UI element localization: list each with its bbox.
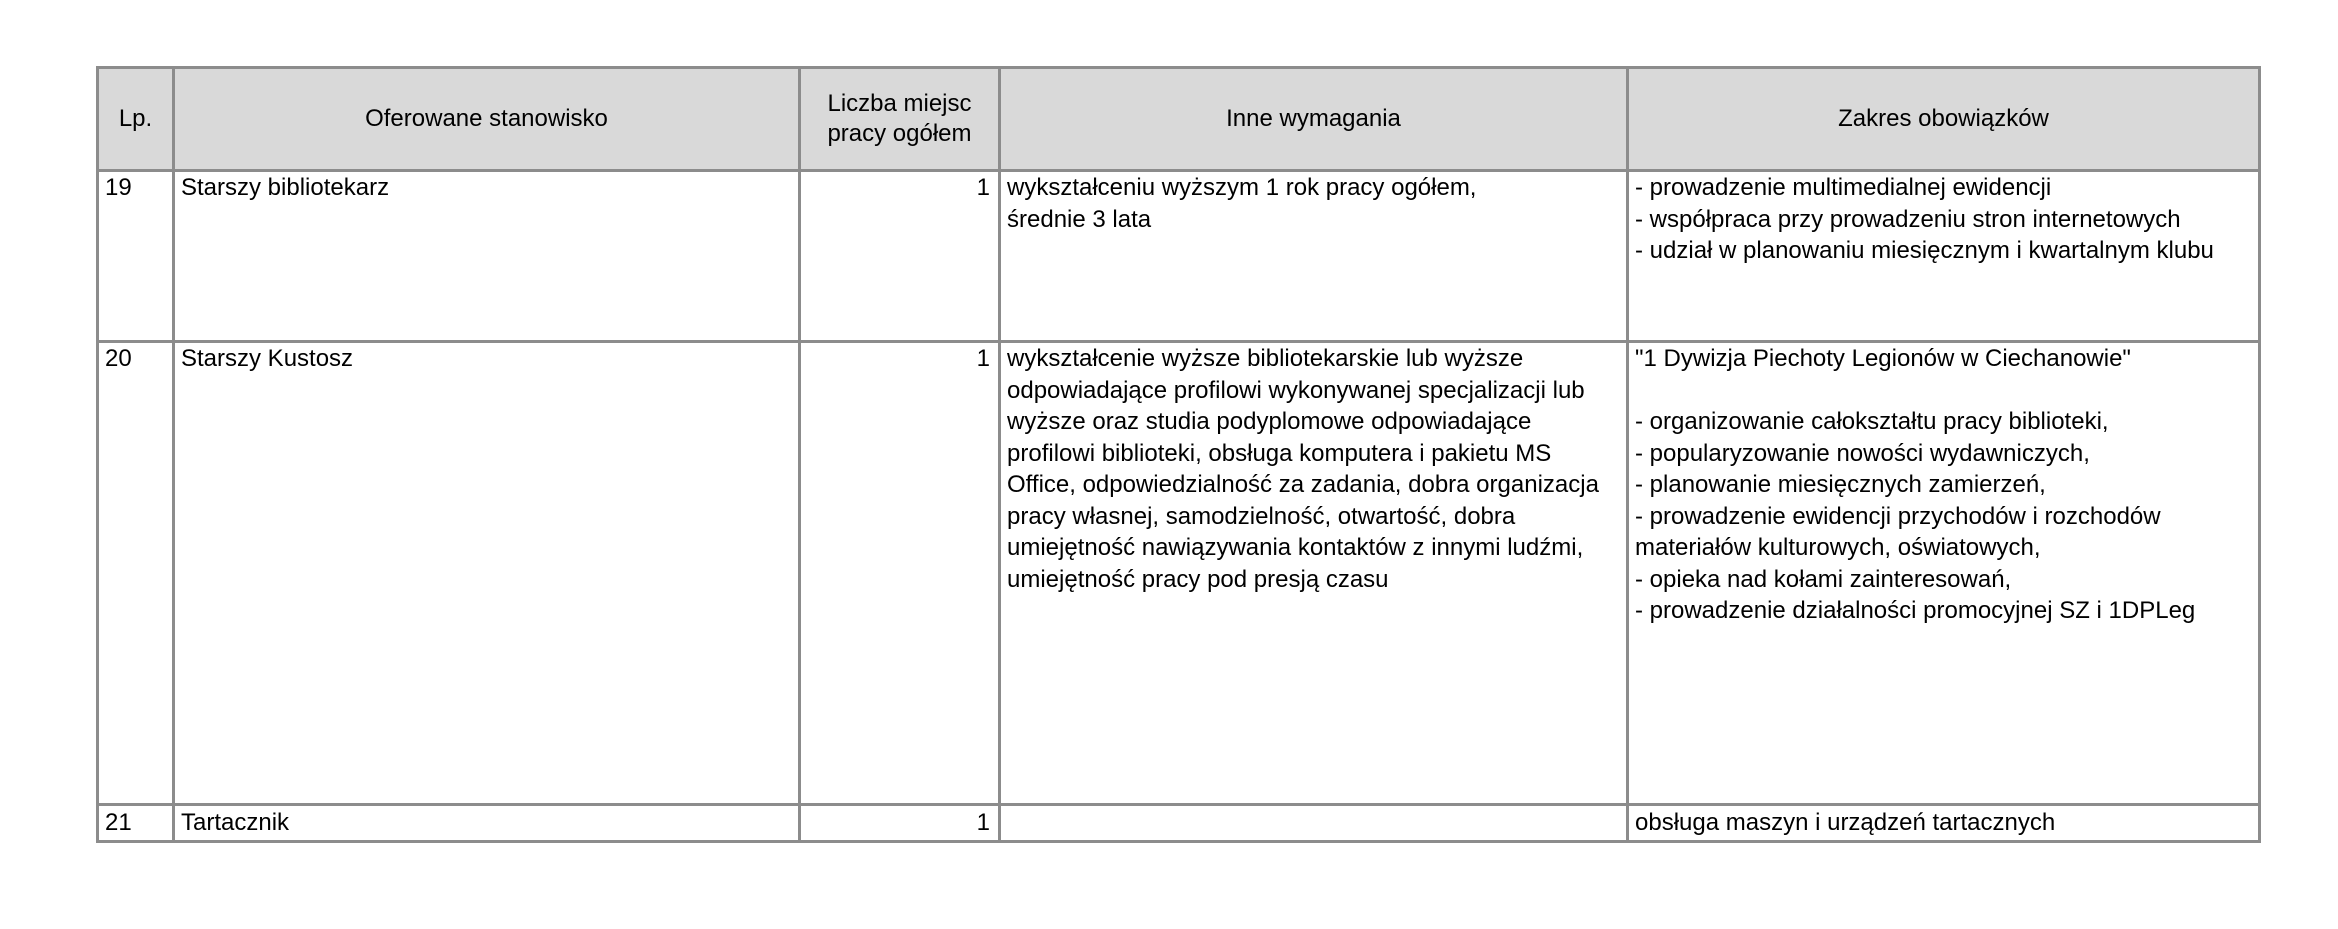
job-offers-table	[96, 66, 2261, 843]
cell-requirements	[1000, 805, 1628, 842]
cell-lp: 21	[98, 805, 174, 842]
header-count: Liczba miejsc pracy ogółem	[800, 68, 1000, 171]
cell-position: Starszy Kustosz	[174, 342, 800, 805]
table-row	[98, 805, 2260, 842]
cell-duties: "1 Dywizja Piechoty Legionów w Ciechanowie" - organizowanie całokształtu pracy biblioteki, - popularyzowanie nowości wydawniczych, - planowanie miesięcznych zamierzeń, - prowadzenie ewidencji przychodów i rozchodów materiałów kulturowych, oświatowych, - opieka nad kołami zainteresowań, - prowadzenie działalności promocyjnej SZ i 1DPLeg	[1628, 342, 2260, 805]
header-position: Oferowane stanowisko	[174, 68, 800, 171]
table-row	[98, 171, 2260, 342]
cell-requirements: wykształceniu wyższym 1 rok pracy ogółem, średnie 3 lata	[1000, 171, 1628, 342]
cell-duties: - prowadzenie multimedialnej ewidencji - współpraca przy prowadzeniu stron internetowych - udział w planowaniu miesięcznym i kwartalnym klubu	[1628, 171, 2260, 342]
cell-lp: 20	[98, 342, 174, 805]
header-duties: Zakres obowiązków	[1628, 68, 2260, 171]
cell-duties: obsługa maszyn i urządzeń tartacznych	[1628, 805, 2260, 842]
cell-position: Starszy bibliotekarz	[174, 171, 800, 342]
cell-requirements: wykształcenie wyższe bibliotekarskie lub wyższe odpowiadające profilowi wykonywanej specjalizacji lub wyższe oraz studia podyplomowe odpowiadające profilowi biblioteki, obsługa komputera i pakietu MS Office, odpowiedzialność za zadania, dobra organizacja pracy własnej, samodzielność, otwartość, dobra umiejętność nawiązywania kontaktów z innymi ludźmi, umiejętność pracy pod presją czasu	[1000, 342, 1628, 805]
cell-lp: 19	[98, 171, 174, 342]
cell-position: Tartacznik	[174, 805, 800, 842]
table-row	[98, 342, 2260, 805]
header-requirements: Inne wymagania	[1000, 68, 1628, 171]
cell-count: 1	[800, 342, 1000, 805]
header-lp: Lp.	[98, 68, 174, 171]
table-header-row	[98, 68, 2260, 171]
cell-count: 1	[800, 805, 1000, 842]
cell-count: 1	[800, 171, 1000, 342]
